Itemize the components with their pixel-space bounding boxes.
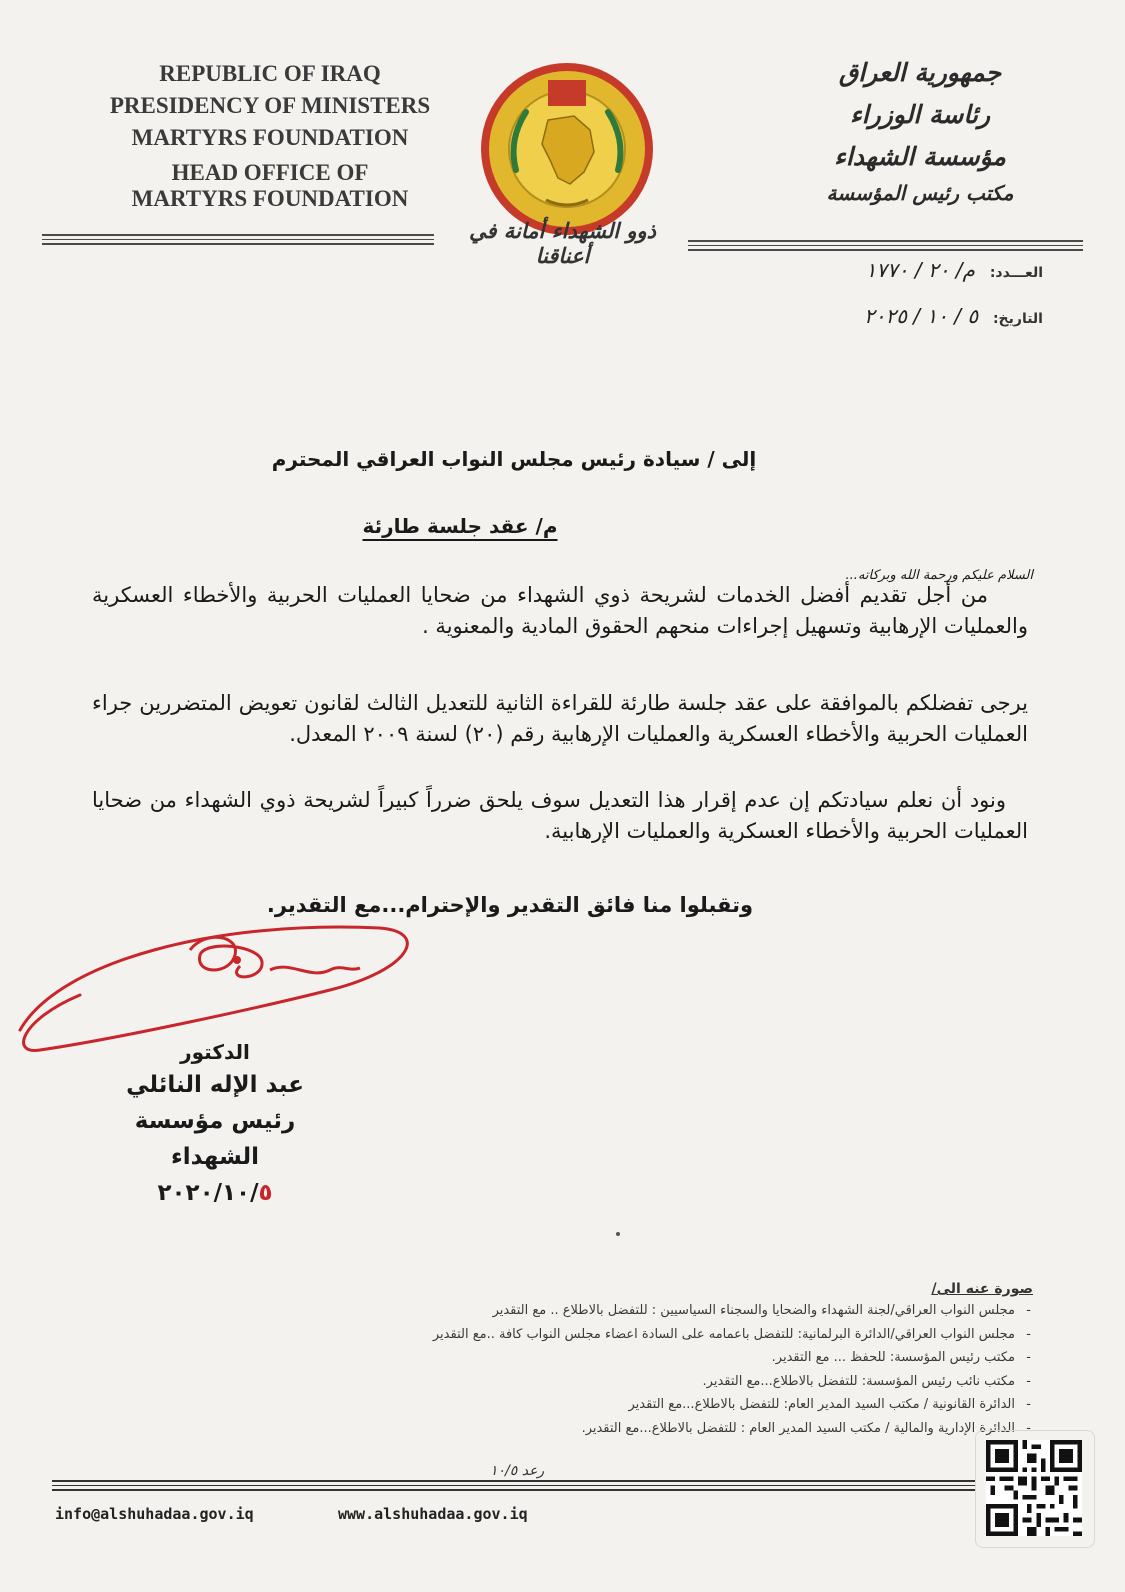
letter-paragraph-2: يرجى تفضلكم بالموافقة على عقد جلسة طارئة للقراءة الثانية للتعديل الثالث لقانون تعويض المتضررين جراء العمليات الحربية والأخطاء العسكرية والعمليات الإرهابية رقم (٢٠) لسنة ٢٠٠٩ المعدل. <box>92 691 1028 746</box>
letterhead-ar-line-3: مؤسسة الشهداء <box>834 142 1006 171</box>
letter-paragraph-1: من أجل تقديم أفضل الخدمات لشريحة ذوي الشهداء من ضحايا العمليات الحربية والأخطاء العسكرية والعمليات الإرهابية وتسهيل إجراءات منحهم الحقوق المادية والمعنوية . <box>92 583 1028 638</box>
letter-closing: وتقبلوا منا فائق التقدير والإحترام...مع التقدير. <box>266 893 754 917</box>
typist-reference: رعد ١٠/٥ <box>490 1463 545 1479</box>
qr-code-icon[interactable] <box>986 1440 1082 1536</box>
letter-greeting: السلام عليكم ورحمة الله وبركاته... <box>845 568 1033 583</box>
cc-item: - مكتب رئيس المؤسسة: للحفظ ... مع التقدير. <box>253 1346 1033 1370</box>
reference-date <box>703 304 1043 328</box>
english-letterhead <box>80 58 460 212</box>
letterhead-ar-line-4: مكتب رئيس المؤسسة <box>826 181 1014 205</box>
arabic-letterhead <box>800 52 1040 208</box>
foundation-motto: ذوو الشهداء أمانة في أعناقنا <box>468 218 657 268</box>
letter-addressee: إلى / سيادة رئيس مجلس النواب العراقي المحترم <box>271 447 757 471</box>
header-rule-right <box>688 240 1083 254</box>
letterhead-en-line-2: PRESIDENCY OF MINISTERS <box>109 93 431 118</box>
letter-subject-text: م/ عقد جلسة طارئة <box>362 514 558 538</box>
footer-website[interactable]: www.alshuhadaa.gov.iq <box>338 1505 528 1523</box>
letterhead-ar-line-2: رئاسة الوزراء <box>849 100 991 129</box>
reference-number-label: العـــدد: <box>989 265 1043 281</box>
header-rule-left <box>42 234 434 248</box>
cc-item: - الدائرة الإدارية والمالية / مكتب السيد المدير العام : للتفضل بالاطلاع...مع التقدير. <box>253 1417 1033 1441</box>
letterhead-en-line-1: REPUBLIC OF IRAQ <box>159 61 381 86</box>
signer-role: رئيس مؤسسة الشهداء <box>134 1108 296 1170</box>
signer-title: الدكتور <box>180 1040 250 1064</box>
signer-name: عبد الإله النائلي <box>126 1072 304 1098</box>
cc-item: - الدائرة القانونية / مكتب السيد المدير العام: للتفضل بالاطلاع...مع التقدير <box>253 1393 1033 1417</box>
footer-email[interactable]: info@alshuhadaa.gov.iq <box>55 1505 254 1523</box>
signer-date-day: ٥ <box>258 1180 273 1206</box>
footer-rule <box>52 1480 976 1494</box>
signer-block <box>100 1037 330 1211</box>
cc-list <box>253 1299 1033 1440</box>
cc-label: صورة عنه الى/ <box>931 1281 1033 1297</box>
reference-date-value: ٥ / ١٠ / ٢٠٢٥ <box>863 304 979 328</box>
letter-paragraph-3: ونود أن نعلم سيادتكم إن عدم إقرار هذا التعديل سوف يلحق ضرراً كبيراً لشريحة ذوي الشهداء من ضحايا العمليات الحربية والأخطاء العسكرية والعمليات الإرهابية. <box>92 788 1028 843</box>
letter-subject <box>200 514 720 538</box>
cc-item: - مجلس النواب العراقي/لجنة الشهداء والضحايا والسجناء السياسيين : للتفضل بالاطلاع .. مع التقدير <box>253 1299 1033 1323</box>
reference-date-label: التاريخ: <box>992 311 1043 327</box>
signer-date-main: ٢٠٢٠/١٠/ <box>157 1180 259 1206</box>
cc-item: - مكتب نائب رئيس المؤسسة: للتفضل بالاطلاع...مع التقدير. <box>253 1370 1033 1394</box>
reference-number-value: م/ ٢٠ / ١٧٧٠ <box>865 258 975 282</box>
letterhead-en-line-4: HEAD OFFICE OF <box>171 160 369 185</box>
signer-date <box>100 1175 330 1211</box>
reference-number <box>703 258 1043 282</box>
letterhead-en-line-3: MARTYRS FOUNDATION <box>131 125 409 150</box>
martyrs-foundation-logo <box>478 60 656 238</box>
letterhead-en-line-5: MARTYRS FOUNDATION <box>131 186 409 211</box>
page-dot <box>616 1232 620 1236</box>
letterhead-ar-line-1: جمهورية العراق <box>838 58 1002 87</box>
cc-item: - مجلس النواب العراقي/الدائرة البرلمانية: للتفضل باعمامه على السادة اعضاء مجلس النواب كافة ..مع التقدير <box>253 1323 1033 1347</box>
